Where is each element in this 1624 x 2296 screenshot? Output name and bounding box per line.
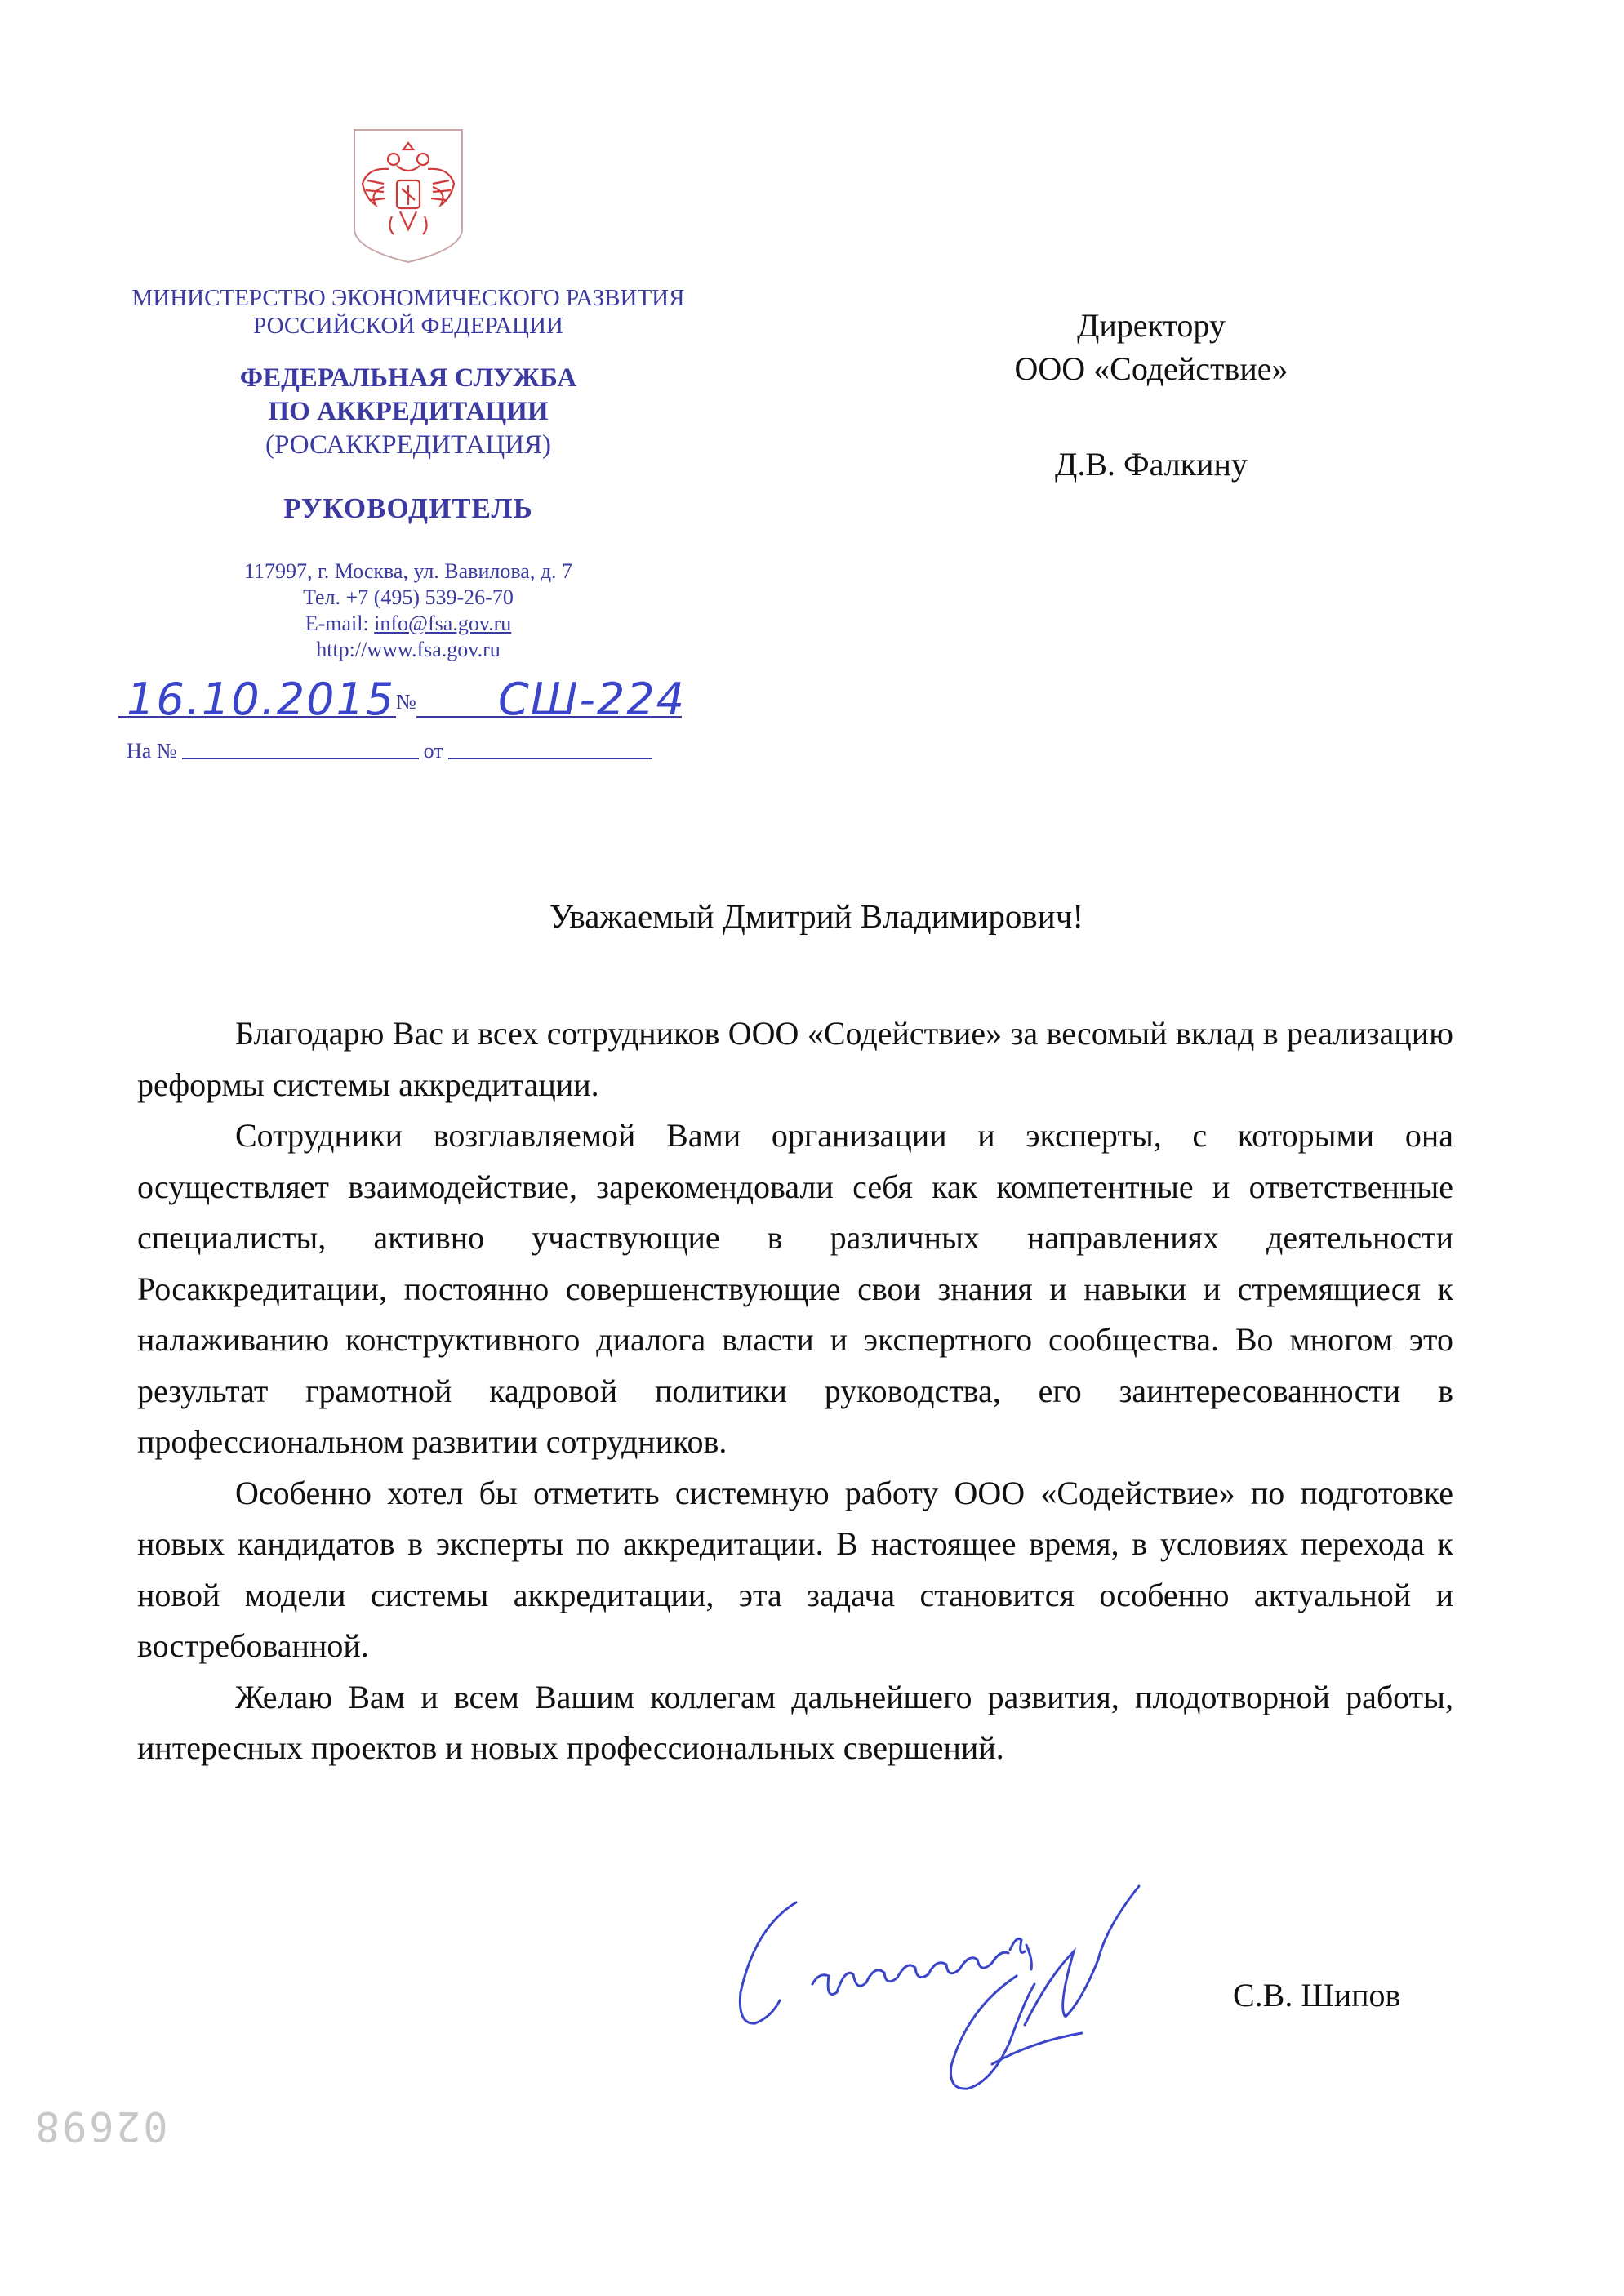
body-paragraph-4: Желаю Вам и всем Вашим коллегам дальнейшего развития, плодотворной работы, интересных проектов и новых профессиональных свершений. [137,1678,1453,1766]
handwritten-signature [723,1878,1196,2123]
date-underline [118,716,396,718]
service-name-line-3: (РОСАККРЕДИТАЦИЯ) [265,430,552,460]
signer-name: С.В. Шипов [1233,1977,1401,2013]
letterhead-email [163,611,653,636]
service-name-line-1: ФЕДЕРАЛЬНАЯ СЛУЖБА [239,363,577,393]
addressee-company: ООО «Содействие» [1014,350,1288,387]
addressee-name: Д.В. Фалкину [1055,446,1248,483]
body-paragraph-1: Благодарю Вас и всех сотрудников ООО «Содействие» за весомый вклад в реализацию реформы системы аккредитации. [137,1015,1453,1103]
letterhead-phone: Тел. +7 (495) 539-26-70 [303,585,514,609]
registration-row [114,674,735,723]
from-label: от [423,739,443,763]
reference-label: На № [127,739,177,763]
letterhead-address: 117997, г. Москва, ул. Вавилова, д. 7 [243,559,573,583]
reference-date-blank [448,758,652,759]
registration-date: 16.10.2015 [127,674,396,725]
email-link[interactable]: info@fsa.gov.ru [374,612,512,635]
letterhead-website[interactable]: http://www.fsa.gov.ru [316,638,501,661]
ministry-name-line-2: РОССИЙСКОЙ ФЕДЕРАЦИИ [253,313,563,339]
ministry-name-line-1: МИНИСТЕРСТВО ЭКОНОМИЧЕСКОГО РАЗВИТИЯ [131,285,685,311]
email-label: E-mail: [305,612,375,635]
letter-body [137,1008,1453,1774]
reference-row [127,739,657,763]
service-name-line-2: ПО АККРЕДИТАЦИИ [268,397,549,426]
body-paragraph-3: Особенно хотел бы отметить системную работу ООО «Содействие» по подготовке новых кандидатов в эксперты по аккредитации. В настоящее время, в условиях перехода к новой модели системы аккредитации, эта задача становится особенно актуальной и востребованной. [137,1474,1453,1664]
document-number-stamp: 02698 [33,2102,168,2150]
position-title: РУКОВОДИТЕЛЬ [283,492,533,524]
registration-number: СШ-224 [498,674,687,725]
reference-number-blank [182,758,419,759]
addressee-title: Директору [1077,307,1226,344]
number-label: № [396,690,416,714]
salutation: Уважаемый Дмитрий Владимирович! [549,897,1083,935]
body-paragraph-2: Сотрудники возглавляемой Вами организации и эксперты, с которыми она осуществляет взаимодействие, зарекомендовали себя как компетентные и ответственные специалисты, активно участвующие в различных направлениях деятельности Росаккредитации, постоянно совершенствующие свои знания и навыки и стремящиеся к налаживанию конструктивного диалога власти и экспертного сообщества. Во многом это результат грамотной кадровой политики руководства, его заинтересованности в профессиональном развитии сотрудников. [137,1117,1453,1460]
coat-of-arms-emblem [351,127,465,265]
